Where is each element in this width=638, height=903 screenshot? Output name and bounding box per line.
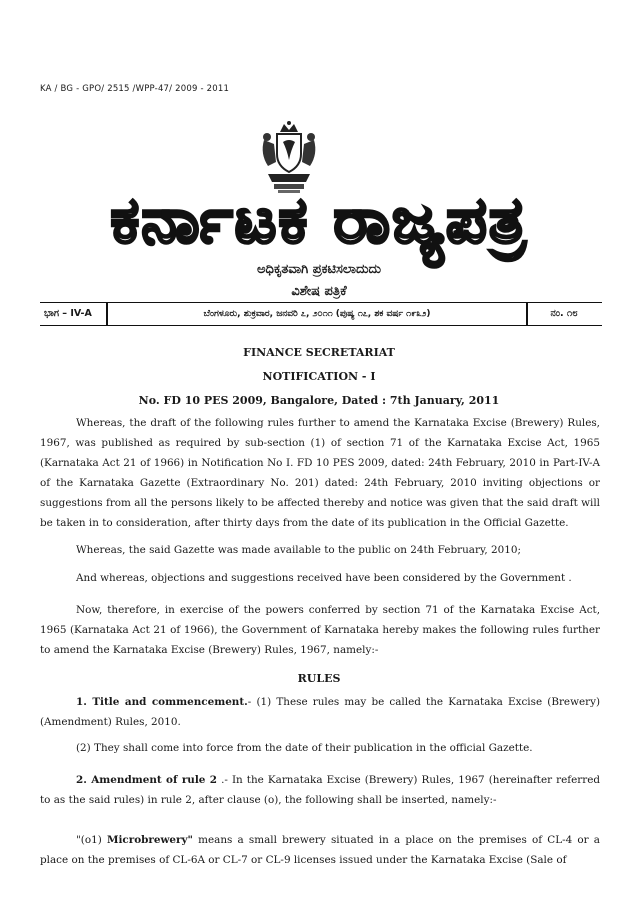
bar-divider [526,303,528,325]
rule-1-text: - (1) These rules may be called the Karnataka Excise (Brewery) (Amendment) Rules, 2010. [40,696,601,728]
part-label: ಭಾಗ – IV-A [44,308,92,319]
rules-heading: RULES [297,672,341,685]
masthead-title: ಕರ್ನಾಟಕ ರಾಜ್ಯಪತ್ರ [110,184,528,258]
rule-1-sub-2: (2) They shall come into force from the date of their publication in the official Gazette. [76,742,533,754]
preamble-paragraph-2: Whereas, the said Gazette was made available to the public on 24th February, 2010; [76,544,521,556]
clause-o1-term: Microbrewery" [106,834,193,846]
clause-o1-microbrewery [40,830,600,870]
preamble-paragraph-3: And whereas, objections and suggestions received have been considered by the Government . [76,572,572,584]
notification-heading: NOTIFICATION - I [262,370,376,383]
masthead-subtitle-special-issue: ವಿಶೇಷ ಪತ್ರಿಕೆ [291,284,347,299]
gazette-reference-code: KA / BG - GPO/ 2515 /WPP-47/ 2009 - 2011 [40,84,230,94]
bar-divider [106,303,108,325]
issue-info-bar [40,302,602,326]
issue-number: ನಂ. ೧೮ [550,308,578,319]
rule-2-label: 2. Amendment of rule 2 [76,774,218,786]
preamble-paragraph-1: Whereas, the draft of the following rules further to amend the Karnataka Excise (Brewery) Rules, 1967, was published as required by sub-section (1) of section 71 of the Karnataka Excise Act, 1965 (Karnataka Act 21 of 1966) in Notification No I. FD 10 PES 2009, dated: 24th February, 2010 in Part-IV-A of the Karnataka Gazette (Extraordinary No. 201) dated: 24th February, 2010 inviting objections or suggestions from all the persons likely to be affected thereby and notice was given that the said draft will be taken in to consideration, after thirty days from the date of its publication in the Official Gazette. [40,417,600,529]
rule-1-label: 1. Title and commencement. [76,696,248,708]
rule-2-text: .- In the Karnataka Excise (Brewery) Rules, 1967 (hereinafter referred to as the said rules) in rule 2, after clause (o), the following shall be inserted, namely:- [40,774,600,806]
clause-o1-text: means a small brewery situated in a place on the premises of CL-4 or a place on the premises of CL-6A or CL-7 or CL-9 licenses issued under the Karnataka Excise (Sale of [40,834,600,866]
rule-2-amendment [40,770,600,810]
issue-dateline: ಬೆಂಗಳೂರು, ಶುಕ್ರವಾರ, ಜನವರಿ ೭, ೨೦೧೧ (ಪುಷ್ಯ ೧೭, ಶಕ ವರ್ಷ ೧೯೩೨) [203,309,431,319]
masthead-subtitle-official: ಅಧಿಕೃತವಾಗಿ ಪ್ರಕಟಿಸಲಾದುದು [256,262,382,277]
clause-o1-open: "(o1) [76,834,107,846]
notification-number-date: No. FD 10 PES 2009, Bangalore, Dated : 7th January, 2011 [138,394,500,407]
secretariat-heading: FINANCE SECRETARIAT [243,346,395,359]
preamble-paragraph-4: Now, therefore, in exercise of the powers conferred by section 71 of the Karnataka Excise Act, 1965 (Karnataka Act 21 of 1966), the Government of Karnataka hereby makes the following rules further to amend the Karnataka Excise (Brewery) Rules, 1967, namely:- [40,604,600,656]
gazette-masthead [28,180,610,262]
rule-1-title-commencement [40,692,600,732]
